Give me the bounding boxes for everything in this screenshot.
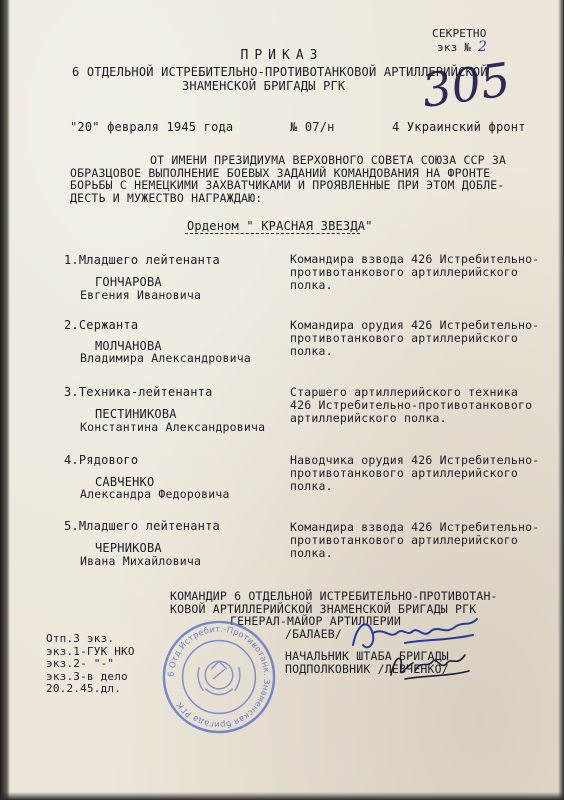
chief-line: НАЧАЛЬНИК ШТАБА БРИГАДЫ [285, 649, 449, 663]
front-name: 4 Украинский фронт [392, 120, 526, 134]
chief-line: ПОДПОЛКОВНИК /ЛЕВЧЕНКО/ [285, 661, 449, 676]
document-title: ПРИКАЗ [240, 48, 324, 63]
awardee-position [290, 319, 539, 358]
position-line: 426 Истребительно-противотанкового [290, 398, 533, 412]
scan-edge-shadow [0, 792, 564, 800]
distribution-line: Отп.3 экз. [46, 632, 115, 645]
awardee-position [290, 454, 539, 493]
position-line: Командира взвода 426 Истребительно- [290, 520, 540, 534]
copy-label: экз № [437, 41, 472, 54]
distribution-notes [46, 633, 135, 696]
awardee-rank: 4.Рядового [64, 453, 139, 467]
scan-edge-shadow [0, 0, 10, 800]
position-line: полка. [290, 344, 333, 358]
position-line: противотанкового артиллерийского [290, 466, 518, 480]
position-line: артиллерийского полка. [290, 411, 447, 425]
commander-line: КОВОЙ АРТИЛЛЕРИЙСКОЙ ЗНАМЕНСКОЙ БРИГАДЫ РГК [170, 601, 477, 616]
awardee-rank: 5.Младшего лейтенанта [64, 519, 220, 533]
awardee-position [290, 521, 539, 560]
preamble-line: ОБРАЗЦОВОЕ ВЫПОЛНЕНИЕ БОЕВЫХ ЗАДАНИЙ КОМАНДОВАНИЯ НА ФРОНТЕ [70, 165, 491, 180]
commander-line: КОМАНДИР 6 ОТДЕЛЬНОЙ ИСТРЕБИТЕЛЬНО-ПРОТИВОТАН- [170, 589, 498, 603]
position-line: противотанкового артиллерийского [290, 331, 518, 345]
chief-signature [385, 645, 475, 685]
award-underline [185, 233, 360, 234]
awardee-rank: 2.Сержанта [64, 318, 139, 332]
issuer-line-2: ЗНАМЕНСКОЙ БРИГАДЫ РГК [182, 79, 346, 93]
official-stamp [160, 618, 278, 736]
position-line: Командира взвода 426 Истребительно- [290, 252, 540, 266]
awardee-surname: ПЕСТИНИКОВА [95, 407, 177, 421]
scan-edge-shadow [558, 0, 564, 800]
issuer-line-1: 6 ОТДЕЛЬНОЙ ИСТРЕБИТЕЛЬНО-ПРОТИВОТАНКОВОЙ АРТИЛЛЕРИЙСКОЙ [72, 65, 488, 79]
awardee-surname: САВЧЕНКО [95, 475, 155, 489]
awardee-given-names: Ивана Михайловича [80, 554, 202, 568]
preamble-line: ДЕСТЬ И МУЖЕСТВО НАГРАЖДАЮ: [70, 190, 263, 205]
copy-number: 2 [477, 39, 488, 55]
handwritten-number: 305 [418, 52, 514, 118]
preamble [70, 154, 506, 204]
award-name: Орденом " КРАСНАЯ ЗВЕЗДА" [187, 219, 373, 233]
awardee-given-names: Александра Федоровича [80, 487, 230, 501]
awardee-given-names: Евгения Ивановича [80, 288, 202, 302]
position-line: полка. [290, 278, 333, 292]
awardee-given-names: Владимира Александровича [80, 351, 251, 365]
preamble-line: ОТ ИМЕНИ ПРЕЗИДИУМА ВЕРХОВНОГО СОВЕТА СОЮЗА ССР ЗА [150, 153, 507, 167]
commander-line: /БАЛАЕВ/ [285, 626, 342, 641]
awardee-surname: ЧЕРНИКОВА [95, 541, 162, 555]
position-line: Командира орудия 426 Истребительно- [290, 318, 540, 332]
order-date: "20" февраля 1945 года [70, 120, 234, 134]
distribution-line: экз.2- "-" [46, 657, 115, 670]
position-line: противотанкового артиллерийского [290, 533, 518, 547]
awardee-position [290, 386, 532, 425]
secrecy-mark: СЕКРЕТНО [432, 27, 487, 40]
awardee-surname: ГОНЧАРОВА [95, 275, 162, 289]
distribution-line: экз.3-в дело [46, 669, 128, 683]
svg-text:6 Отд.Истребит.-Противотанк. З [166, 624, 273, 731]
position-line: полка. [290, 546, 333, 560]
distribution-line: экз.1-ГУК НКО [46, 644, 135, 658]
position-line: Старшего артиллерийского техника [290, 385, 518, 399]
position-line: Наводчика орудия 426 Истребительно- [290, 453, 540, 467]
awardee-surname: МОЛЧАНОВА [95, 339, 162, 353]
stamp-text: 6 Отд.Истребит.-Противотанк. Знаменская бригада РГК [165, 623, 273, 731]
awardee-rank: 3.Техника-лейтенанта [64, 385, 213, 399]
order-number: № 07/н [290, 120, 335, 134]
position-line: противотанкового артиллерийского [290, 265, 518, 279]
awardee-given-names: Константина Александровича [80, 420, 266, 434]
distribution-line: 20.2.45.дл. [46, 682, 122, 695]
preamble-line: БОРЬБЫ С НЕМЕЦКИМИ ЗАХВАТЧИКАМИ И ПРОЯВЛЕННЫЕ ПРИ ЭТОМ ДОБЛЕ- [70, 178, 505, 192]
commander-line: ГЕНЕРАЛ-МАЙОР АРТИЛЛЕРИИ [230, 614, 401, 628]
position-line: полка. [290, 479, 333, 493]
awardee-rank: 1.Младшего лейтенанта [64, 253, 220, 267]
awardee-position [290, 253, 539, 292]
